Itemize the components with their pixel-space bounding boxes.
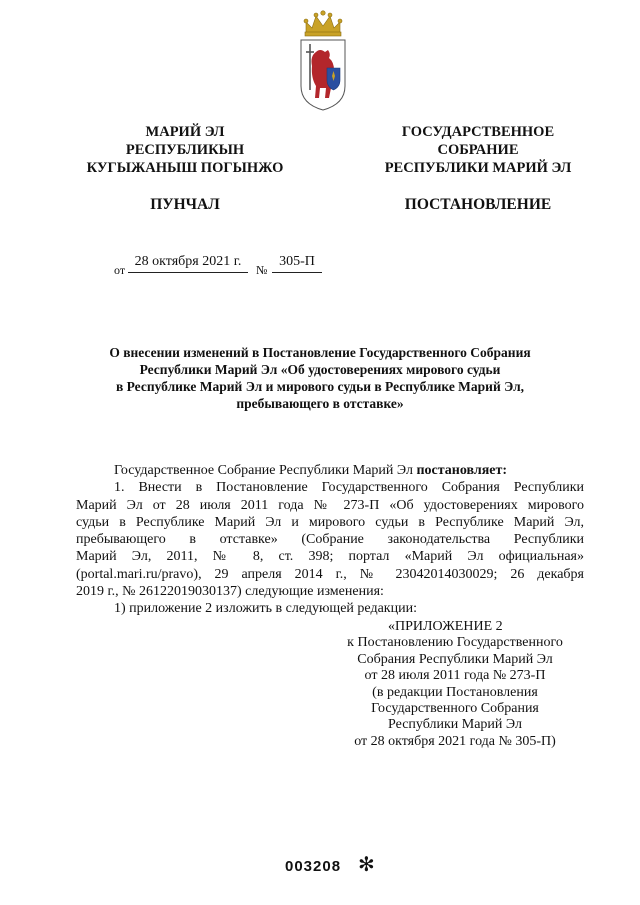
header-left-line: КУГЫЖАНЫШ ПОГЫНЖО <box>86 160 284 176</box>
asterisk-mark-icon: ✻ <box>358 854 375 876</box>
header-right-line: СОБРАНИЕ <box>437 142 519 158</box>
body-line: пребывающего в отставке» (Собрание законодательства Республики <box>76 532 584 548</box>
appendix-line: от 28 октября 2021 года № 305-П) <box>354 733 556 749</box>
header-left-block <box>60 123 310 177</box>
preamble <box>76 462 584 479</box>
preamble-verb: постановляет: <box>416 463 508 478</box>
document-body <box>76 462 584 618</box>
body-line: (portal.mari.ru/pravo), 29 апреля 2014 г., № 23042014030029; 26 декабря <box>76 566 584 582</box>
header-left-line: МАРИЙ ЭЛ <box>145 124 225 140</box>
appendix-line: «ПРИЛОЖЕНИЕ 2 <box>388 619 503 634</box>
body-line: 2019 г., № 26122019030137) следующие изменения: <box>76 584 384 600</box>
date-prefix: от <box>114 263 126 277</box>
body-line: судьи в Республике Марий Эл и мирового судьи в Республике Марий Эл, <box>76 514 584 530</box>
appendix-line: (в редакции Постановления <box>372 684 538 700</box>
title-line: Республики Марий Эл «Об удостоверениях мирового судьи <box>139 362 501 377</box>
body-line: Марий Эл от 28 июля 2011 года № 273-П «Об удостоверениях мирового <box>76 497 584 513</box>
serial-number: 003208 <box>285 858 342 875</box>
body-line: Марий Эл, 2011, № 8, ст. 398; портал «Марий Эл официальная» <box>76 549 584 565</box>
header-left-line: РЕСПУБЛИКЫН <box>125 142 245 158</box>
preamble-text: Государственное Собрание Республики Марий Эл <box>114 463 413 478</box>
number-sign: № <box>256 263 268 277</box>
header-right-line: ГОСУДАРСТВЕННОЕ <box>401 124 555 140</box>
date-number-line <box>114 254 344 280</box>
appendix-line: Государственного Собрания <box>371 701 539 717</box>
doctype-right: ПОСТАНОВЛЕНИЕ <box>404 196 552 213</box>
title-line: в Республике Марий Эл и мирового судьи в Республике Марий Эл, <box>115 379 525 394</box>
title-line: О внесении изменений в Постановление Государственного Собрания <box>109 345 531 360</box>
body-line: 1. Внести в Постановление Государственного Собрания Республики <box>114 480 584 496</box>
doctype-left: ПУНЧАЛ <box>150 196 220 213</box>
title-line: пребывающего в отставке» <box>236 396 404 411</box>
appendix-line: Собрания Республики Марий Эл <box>357 651 553 667</box>
appendix-block <box>320 619 590 750</box>
document-date: 28 октября 2021 г. <box>128 254 248 273</box>
appendix-line: Республики Марий Эл <box>388 717 522 733</box>
header-right-block <box>358 123 598 177</box>
appendix-line: от 28 июля 2011 года № 273-П <box>364 668 546 684</box>
list-item: 1) приложение 2 изложить в следующей редакции: <box>114 601 417 617</box>
document-title <box>70 344 570 412</box>
appendix-line: к Постановлению Государственного <box>347 635 563 651</box>
header-right-line: РЕСПУБЛИКИ МАРИЙ ЭЛ <box>384 160 572 176</box>
coat-of-arms-icon <box>298 8 348 112</box>
document-number: 305-П <box>272 254 322 273</box>
